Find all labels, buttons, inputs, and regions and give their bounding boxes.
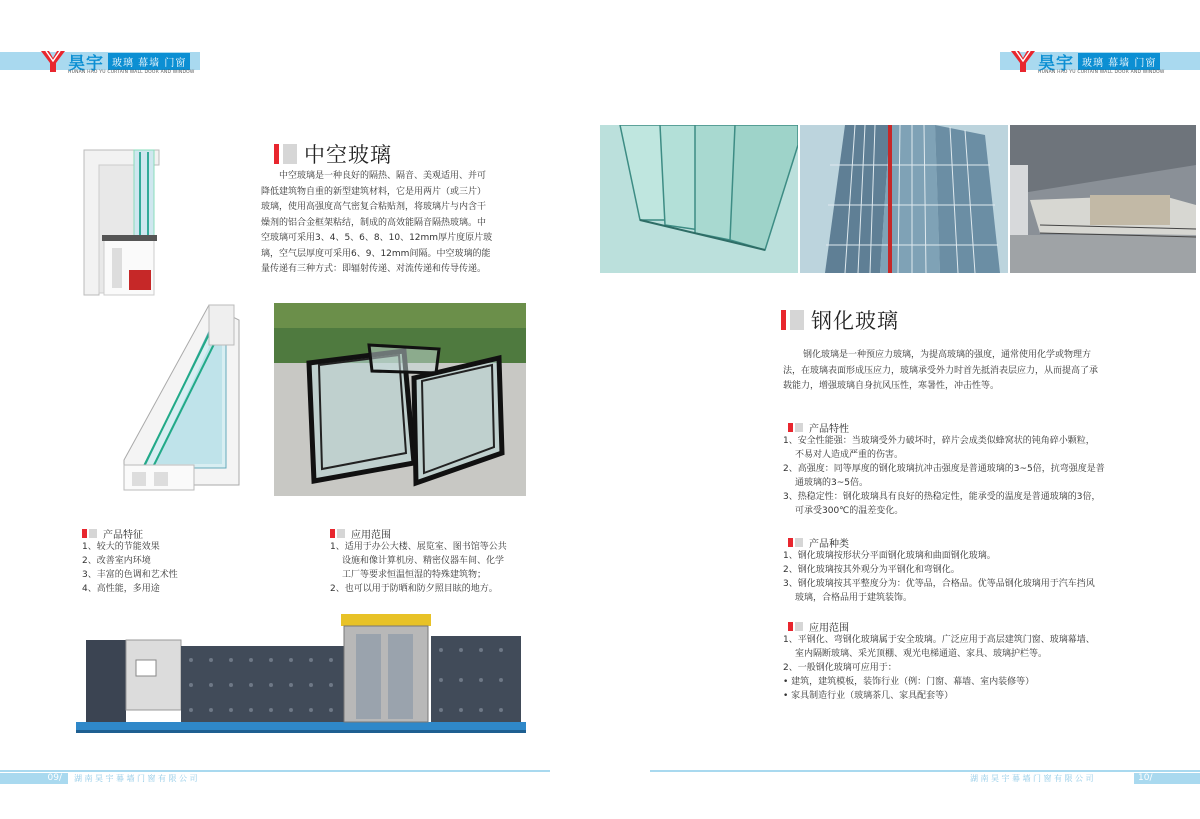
desc-line: 法，在玻璃表面形成压应力，玻璃承受外力时首先抵消表层应力，从而提高了承 xyxy=(783,365,1099,376)
list-item: 1、钢化玻璃按形状分平面钢化玻璃和曲面钢化玻璃。 xyxy=(783,551,996,561)
title-red-mark xyxy=(781,310,786,330)
window-triangle-section-image xyxy=(114,300,249,500)
list-item: 2、改善室内环境 xyxy=(82,556,151,566)
desc-line: 载能力，增强玻璃自身抗风压性，寒暑性，冲击性等。 xyxy=(783,381,1000,391)
sub-gray-mark xyxy=(337,529,345,538)
brand-subtitle: HUNAN HAO YU CURTAIN WALL DOOR AND WINDOW xyxy=(1038,70,1165,75)
list-item: 室内隔断玻璃、采光顶棚、观光电梯通道、家具、玻璃护栏等。 xyxy=(795,649,1048,659)
insulated-glass-photo xyxy=(274,303,526,496)
list-item: 通玻璃的3~5倍。 xyxy=(795,478,868,488)
production-line-photo xyxy=(76,610,526,745)
props-list xyxy=(783,434,1105,518)
desc-line: 燥剂的铝合金框架粘结，制成的高效能隔音隔热玻璃。中 xyxy=(261,217,487,228)
list-item: 2、钢化玻璃按其外观分为平钢化和弯钢化。 xyxy=(783,565,960,575)
brand-name: 昊宇 xyxy=(1038,53,1074,74)
footer-line-left xyxy=(0,770,550,772)
hollow-apps-list xyxy=(330,540,507,596)
window-corner-section-image xyxy=(74,140,244,300)
tempered-apps-heading: 应用范围 xyxy=(809,623,849,634)
list-item: 1、适用于办公大楼、展览室、图书馆等公共 xyxy=(330,542,507,552)
sub-red-mark xyxy=(788,423,793,432)
list-item: 1、较大的节能效果 xyxy=(82,542,160,552)
hollow-apps-heading: 应用范围 xyxy=(351,530,391,541)
title-gray-mark xyxy=(790,310,804,330)
desc-line: 空玻璃可采用3、4、5、6、8、10、12mm厚片度原片玻 xyxy=(261,233,493,243)
list-item: 2、也可以用于防晒和防夕照目眩的地方。 xyxy=(330,584,498,594)
sub-red-mark xyxy=(788,622,793,631)
list-item: 3、热稳定性：钢化玻璃具有良好的热稳定性，能承受的温度是普通玻璃的3倍， xyxy=(783,492,1101,502)
tempered-glass-heading: 钢化玻璃 xyxy=(811,309,899,333)
logo-right xyxy=(1010,46,1165,76)
desc-line: 量传递有三种方式：即辐射传递、对流传递和传导传递。 xyxy=(261,264,487,274)
features-list xyxy=(82,540,178,596)
tempered-apps-list xyxy=(783,633,1095,703)
page-number-right: 10/ xyxy=(1134,773,1200,784)
list-item: 工厂等要求恒温恒湿的特殊建筑物； xyxy=(342,570,487,580)
tempered-glass-title xyxy=(781,305,899,335)
title-red-mark xyxy=(274,144,279,164)
list-item: 1、安全性能强：当玻璃受外力破坏时，碎片会成类似蜂窝状的钝角碎小颗粒， xyxy=(783,436,1095,446)
list-item: 1、平钢化、弯钢化玻璃属于安全玻璃。广泛应用于高层建筑门窗、玻璃幕墙、 xyxy=(783,635,1095,645)
types-list xyxy=(783,549,1095,605)
list-item: 不易对人造成严重的伤害。 xyxy=(795,450,904,460)
sub-gray-mark xyxy=(795,538,803,547)
brand-name: 昊宇 xyxy=(68,53,104,74)
list-item: • 家具制造行业（玻璃茶几、家具配套等） xyxy=(783,691,954,701)
hollow-glass-title xyxy=(274,139,392,169)
features-subtitle xyxy=(82,526,143,541)
hollow-apps-subtitle xyxy=(330,526,391,541)
list-item: 可承受300℃的温差变化。 xyxy=(795,506,904,516)
tempered-apps-subtitle xyxy=(788,619,849,634)
sub-gray-mark xyxy=(795,423,803,432)
sub-red-mark xyxy=(82,529,87,538)
desc-line: 中空玻璃是一种良好的隔热、隔音、美观适用、并可 xyxy=(279,171,487,181)
title-gray-mark xyxy=(283,144,297,164)
sub-red-mark xyxy=(788,538,793,547)
desc-line: 璃，空气层厚度可采用6、9、12mm间隔。中空玻璃的能 xyxy=(261,248,491,259)
list-item: 设施和像计算机房、精密仪器车间、化学 xyxy=(342,556,505,566)
list-item: 3、钢化玻璃按其平整度分为：优等品，合格品。优等品钢化玻璃用于汽车挡风 xyxy=(783,579,1095,589)
tempering-furnace-photo xyxy=(1010,125,1196,273)
props-subtitle xyxy=(788,420,849,435)
list-item: 2、一般钢化玻璃可应用于： xyxy=(783,663,897,673)
hollow-glass-heading: 中空玻璃 xyxy=(304,143,392,167)
brand-subtitle: HUNAN HAO YU CURTAIN WALL DOOR AND WINDOW xyxy=(68,70,195,75)
list-item: 玻璃，合格品用于建筑装饰。 xyxy=(795,593,913,603)
types-subtitle xyxy=(788,535,849,550)
sub-red-mark xyxy=(330,529,335,538)
footer-company-left: 湖南昊宇幕墙门窗有限公司 xyxy=(74,774,200,783)
list-item: • 建筑，建筑模板，装饰行业（例：门窗、幕墙、室内装修等） xyxy=(783,677,1035,687)
list-item: 2、高强度：同等厚度的钢化玻璃抗冲击强度是普通玻璃的3~5倍，抗弯强度是普 xyxy=(783,464,1105,474)
list-item: 3、丰富的色调和艺术性 xyxy=(82,570,178,580)
props-heading: 产品特性 xyxy=(809,424,849,435)
desc-line: 降低建筑物自重的新型建筑材料，它是用两片（或三片） xyxy=(261,186,487,197)
sub-gray-mark xyxy=(795,622,803,631)
desc-line: 钢化玻璃是一种预应力玻璃，为提高玻璃的强度，通常使用化学或物理方 xyxy=(803,350,1092,360)
footer-company-right: 湖南昊宇幕墙门窗有限公司 xyxy=(970,774,1096,783)
types-heading: 产品种类 xyxy=(809,539,849,550)
glass-sheets-photo xyxy=(600,125,798,273)
hollow-glass-description xyxy=(261,169,526,278)
list-item: 4、高性能，多用途 xyxy=(82,584,160,594)
brand-tagline: 玻璃 幕墙 门窗 xyxy=(1078,53,1160,70)
brand-tagline: 玻璃 幕墙 门窗 xyxy=(108,53,190,70)
tempered-glass-description xyxy=(783,348,1143,395)
footer-line-right xyxy=(650,770,1200,772)
desc-line: 玻璃，使用高强度高气密复合粘贴剂，将玻璃片与内含干 xyxy=(261,202,487,212)
features-heading: 产品特征 xyxy=(103,530,143,541)
brand-logo-icon xyxy=(1010,48,1036,74)
brand-logo-icon xyxy=(40,48,66,74)
page-number-left: 09/ xyxy=(0,773,68,784)
logo-left xyxy=(40,46,195,76)
curtain-wall-photo xyxy=(800,125,1008,273)
sub-gray-mark xyxy=(89,529,97,538)
